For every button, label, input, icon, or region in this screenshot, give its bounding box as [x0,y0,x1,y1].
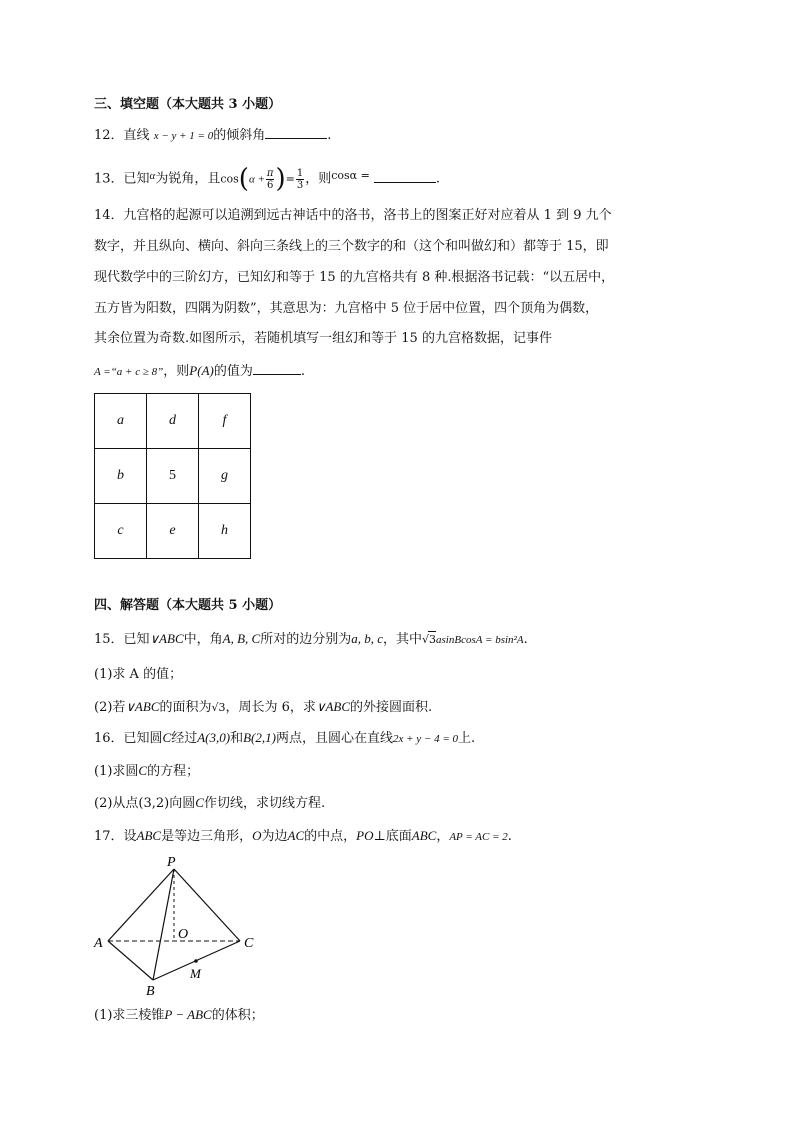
q14-answer-blank[interactable] [253,362,301,375]
question-13: 13．已知$^\alpha$为锐角，且cos(α + $\frac{\pi}{6}$ )= $\frac{1}{3}$ ，则$^{cos\alpha =}$ . [94,164,440,194]
q15-p2-text-c: ，周长为 6，求 [225,700,316,715]
q13-pi-over-6: $\frac{\pi}{6}$ [266,167,274,191]
section-4-title: 四、解答题（本大题共 5 小题） [94,598,282,613]
q15-p2-triangle: ∨ABC [125,699,160,714]
q15-angles: A, B, C [222,631,261,646]
q15-triangle: ∨ABC [149,631,184,646]
q16-circle-c: C [162,730,172,745]
q13-cos-alpha: cosα = [331,169,370,182]
q13-inner: α + [248,173,265,186]
q14-line-2: 数字，并且纵向、横向、斜向三条线上的三个数字的和（这个和叫做幻和）都等于 15，即 [94,239,609,254]
q13-cos: cos [220,172,239,186]
q15-end: . [523,632,528,647]
grid-cell: d [147,394,199,449]
section-3-title: 三、填空题（本大题共 3 小题） [94,97,282,112]
q13-text-1: 为锐角，且 [155,171,221,187]
magic-square-grid [94,393,251,559]
q15-sqrt3: √3 [422,633,437,646]
q13-alpha: α [149,170,156,182]
q12-answer-blank[interactable] [265,126,327,139]
q14-end: . [300,364,305,379]
q16-text-2: 和 [230,731,244,746]
q14-line-3: 现代数学中的三阶幻方，已知幻和等于 15 的九宫格共有 8 种.根据洛书记载：“以五居中， [94,270,615,285]
question-15 [94,631,528,648]
label-A: A [94,936,103,951]
q12-text: 的倾斜角 [213,128,266,143]
q15-p2-text-d: 的外接圆面积. [350,700,433,715]
q12-equation: x − y + 1 = 0 [153,130,214,142]
q16-text-1: 经过 [171,731,198,746]
q15-text-1: 中，角 [183,632,223,647]
q15-p2-sqrt3: √3 [211,701,226,714]
q14-line-1: 14．九宫格的起源可以追溯到远古神话中的洛书，洛书上的图案正好对应着从 1 到 9 九个 [94,208,612,223]
grid-cell: a [95,394,147,449]
label-P: P [167,855,176,870]
grid-cell: f [199,394,251,449]
q16-part-2: (2)从点(3,2)向圆C作切线，求切线方程. [94,795,326,811]
q14-line-6 [94,362,305,380]
q17-part-1: (1)求三棱锥P − ABC的体积； [94,1007,264,1023]
grid-cell: e [147,504,199,559]
q14-line-4: 五方皆为阳数，四隅为阴数”，其意思为：九宫格中 5 位于居中位置，四个顶角为偶数， [94,301,599,316]
q16-line-equation: 2x + y − 4 = 0 [392,733,459,745]
q16-number: 16．已知圆 [94,731,163,746]
q14-line-5: 其余位置为奇数.如图所示，若随机填写一组幻和等于 15 的九宫格数据，记事件 [94,331,552,346]
q15-part-2 [94,699,432,716]
q12-end: . [327,128,332,143]
q15-p2-text-a: (2)若 [94,700,126,715]
q14-line6-text-2: 的值为 [213,364,253,379]
grid-cell: c [95,504,147,559]
q16-part-1: (1)求圆C的方程； [94,763,200,779]
q15-sides: a, b, c [351,631,383,646]
edge-PA [108,869,174,941]
label-B: B [146,984,155,999]
q13-equals: = [285,172,295,186]
q14-line6-text-1: ，则 [163,364,190,379]
q13-one-third: $\frac{1}{3}$ [296,167,304,191]
question-16 [94,730,475,747]
question-12 [94,126,331,144]
grid-cell: g [199,449,251,504]
q14-event-def: A =“a + c ≥ 8” [94,366,164,378]
q15-number: 15．已知 [94,632,150,647]
q13-end: . [435,171,440,187]
q12-number: 12．直线 [94,128,150,143]
q15-text-3: ，其中 [383,632,423,647]
q15-part-1: (1)求 A 的值； [94,667,183,682]
grid-cell-center: 5 [147,449,199,504]
q16-point-b: B(2,1) [243,730,276,745]
q14-probability: P(A) [189,363,214,378]
q16-point-a: A(3,0) [197,730,231,745]
q15-p2-text-b: 的面积为 [159,700,212,715]
question-17: 17．设ABC是等边三角形，O为边AC的中点，PO⊥底面ABC，AP = AC = 2. [94,828,512,844]
q13-number: 13．已知 [94,171,150,187]
point-M [194,959,198,963]
q13-text-2: ，则 [305,171,332,187]
grid-cell: b [95,449,147,504]
label-M: M [190,966,201,981]
q16-text-3: 两点，且圆心在直线 [275,731,393,746]
label-C: C [244,936,254,951]
q13-answer-blank[interactable] [374,170,436,183]
grid-cell: h [199,504,251,559]
q16-text-4: 上. [458,731,476,746]
q15-p2-triangle-2: ∨ABC [315,699,351,714]
pyramid-figure [90,852,270,1002]
edge-AB [108,941,153,980]
edge-PB [153,869,174,980]
q15-text-2: 所对的边分别为 [260,632,352,647]
label-O: O [178,927,189,942]
q15-formula: asinBcosA = bsin²A [436,634,524,646]
